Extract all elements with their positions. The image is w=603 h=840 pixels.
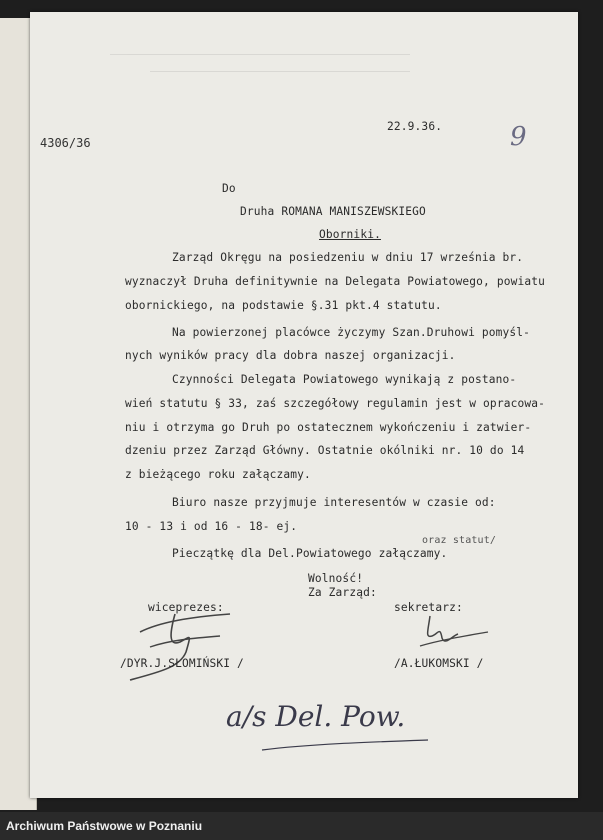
body-line: z bieżącego roku załączamy. <box>125 468 311 481</box>
signature-left-name: /DYR.J.SŁOMIŃSKI / <box>120 657 244 670</box>
body-line: Biuro nasze przyjmuje interesentów w czasie od: <box>172 496 496 509</box>
footer-text: Archiwum Państwowe w Poznaniu <box>6 819 203 833</box>
bleed-through-text <box>110 42 460 102</box>
handwritten-note: a/s Del. Pow. <box>226 700 406 733</box>
closing-board: Za Zarząd: <box>308 586 377 599</box>
archive-footer <box>0 812 603 840</box>
signature-left-scribble <box>120 602 250 682</box>
insert-note: oraz statut/ <box>422 535 497 546</box>
body-line: Pieczątkę dla Del.Powiatowego załączamy. <box>172 547 448 560</box>
document-date: 22.9.36. <box>387 120 443 133</box>
salutation: Do <box>222 182 236 195</box>
recipient-city: Oborniki. <box>319 228 381 241</box>
closing-freedom: Wolność! <box>308 572 364 585</box>
page-number: 9 <box>510 122 527 152</box>
reference-number: 4306/36 <box>40 136 91 150</box>
signature-left-title: wiceprezes: <box>148 601 224 614</box>
body-line: obornickiego, na podstawie §.31 pkt.4 statutu. <box>125 299 442 312</box>
body-line: Czynności Delegata Powiatowego wynikają z postano- <box>172 373 517 386</box>
body-line: nych wyników pracy dla dobra naszej organizacji. <box>125 349 456 362</box>
handwritten-underline <box>260 736 430 756</box>
body-line: 10 - 13 i od 16 - 18- ej. <box>125 520 298 533</box>
signature-right-title: sekretarz: <box>394 601 463 614</box>
signature-right-name: /A.ŁUKOMSKI / <box>394 657 484 670</box>
document-page <box>30 12 578 798</box>
signature-right-scribble <box>410 606 490 656</box>
body-line: wyznaczył Druha definitywnie na Delegata Powiatowego, powiatu <box>125 275 546 288</box>
body-line: dzeniu przez Zarząd Główny. Ostatnie okólniki nr. 10 do 14 <box>125 444 525 457</box>
body-line: Na powierzonej placówce życzymy Szan.Druhowi pomyśl- <box>172 326 531 339</box>
body-line: niu i otrzyma go Druh po ostatecznem wykończeniu i zatwier- <box>125 421 532 434</box>
recipient-name: Druha ROMANA MANISZEWSKIEGO <box>240 205 426 218</box>
body-line: wień statutu § 33, zaś szczegółowy regulamin jest w opracowa- <box>125 397 546 410</box>
body-line: Zarząd Okręgu na posiedzeniu w dniu 17 września br. <box>172 251 524 264</box>
